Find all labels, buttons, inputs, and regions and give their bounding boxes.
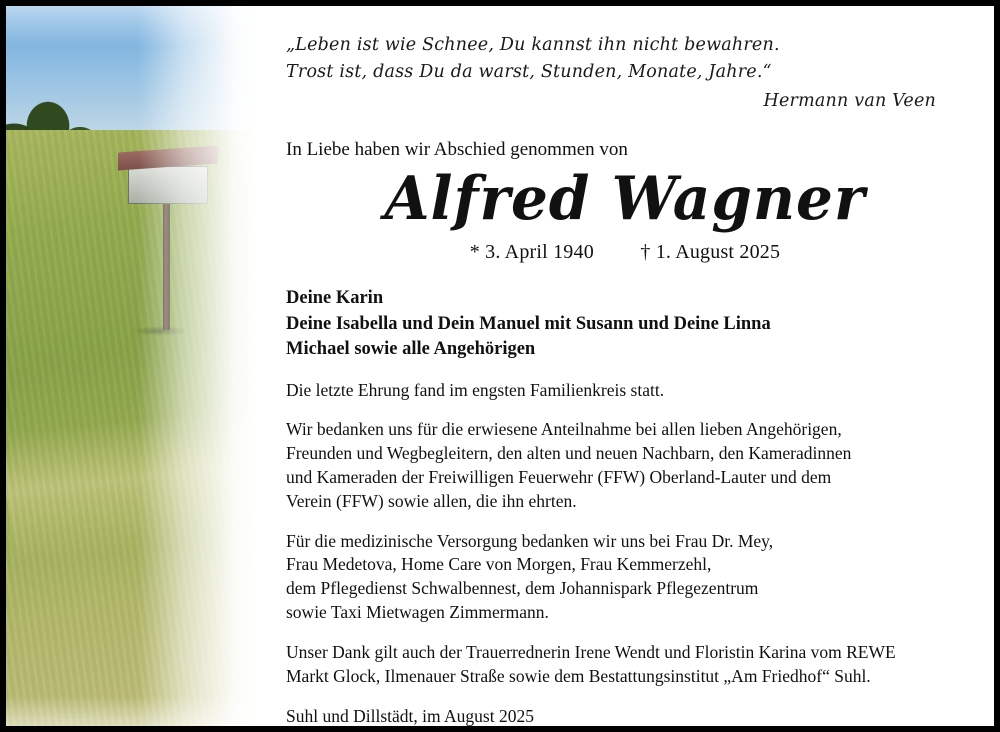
meadow-photo [6,6,258,726]
paragraph-2 [286,418,964,513]
paragraph-4 [286,641,964,689]
paragraph-3-line-3: dem Pflegedienst Schwalbennest, dem Johannispark Pflegezentrum [286,578,759,599]
paragraph-4-line-1: Unser Dank gilt auch der Trauerrednerin Irene Wendt und Floristin Karina vom REWE [286,641,896,662]
photo-right-fade [138,6,258,726]
paragraph-2-line-4: Verein (FFW) sowie allen, die ihn ehrten. [286,490,577,511]
family-line-2: Deine Isabella und Dein Manuel mit Susann und Deine Linna [286,313,771,334]
paragraph-1 [286,379,964,403]
birth-date: * 3. April 1940 [469,241,594,264]
notice-text [258,6,994,726]
paragraph-3-line-2: Frau Medetova, Home Care von Morgen, Frau Kemmerzehl, [286,554,712,575]
paragraph-2-line-3: und Kameraden der Freiwilligen Feuerwehr (FFW) Oberland-Lauter und dem [286,467,832,487]
deceased-name: Alfred Wagner [384,162,866,234]
family-line-1: Deine Karin [286,288,384,309]
notice-inner [6,6,994,726]
family-line-3: Michael sowie alle Angehörigen [286,339,536,360]
life-dates [286,241,964,264]
paragraph-2-line-2: Freunden und Wegbegleitern, den alten und neuen Nachbarn, den Kameradinnen [286,443,852,464]
closing-line: Suhl und Dillstädt, im August 2025 [286,706,534,726]
paragraph-4-line-2: Markt Glock, Ilmenauer Straße sowie dem Bestattungsinstitut „Am Friedhof“ Suhl. [286,665,871,686]
quote-block [286,32,964,115]
paragraph-3-line-4: sowie Taxi Mietwagen Zimmermann. [286,601,549,622]
paragraph-1-line-1: Die letzte Ehrung fand im engsten Familienkreis statt. [286,379,665,400]
intro-line: In Liebe haben wir Abschied genommen von [286,139,628,161]
quote-line-1: „Leben ist wie Schnee, Du kannst ihn nicht bewahren. [286,35,780,55]
quote-line-2: Trost ist, dass Du da warst, Stunden, Monate, Jahre.“ [286,62,772,83]
paragraph-3-line-1: Für die medizinische Versorgung bedanken wir uns bei Frau Dr. Mey, [286,530,774,551]
quote-author: Hermann van Veen [763,91,936,112]
family-names [286,286,964,363]
paragraph-3 [286,530,964,625]
death-date: † 1. August 2025 [640,241,781,264]
paragraph-2-line-1: Wir bedanken uns für die erwiesene Anteilnahme bei allen lieben Angehörigen, [286,419,842,440]
